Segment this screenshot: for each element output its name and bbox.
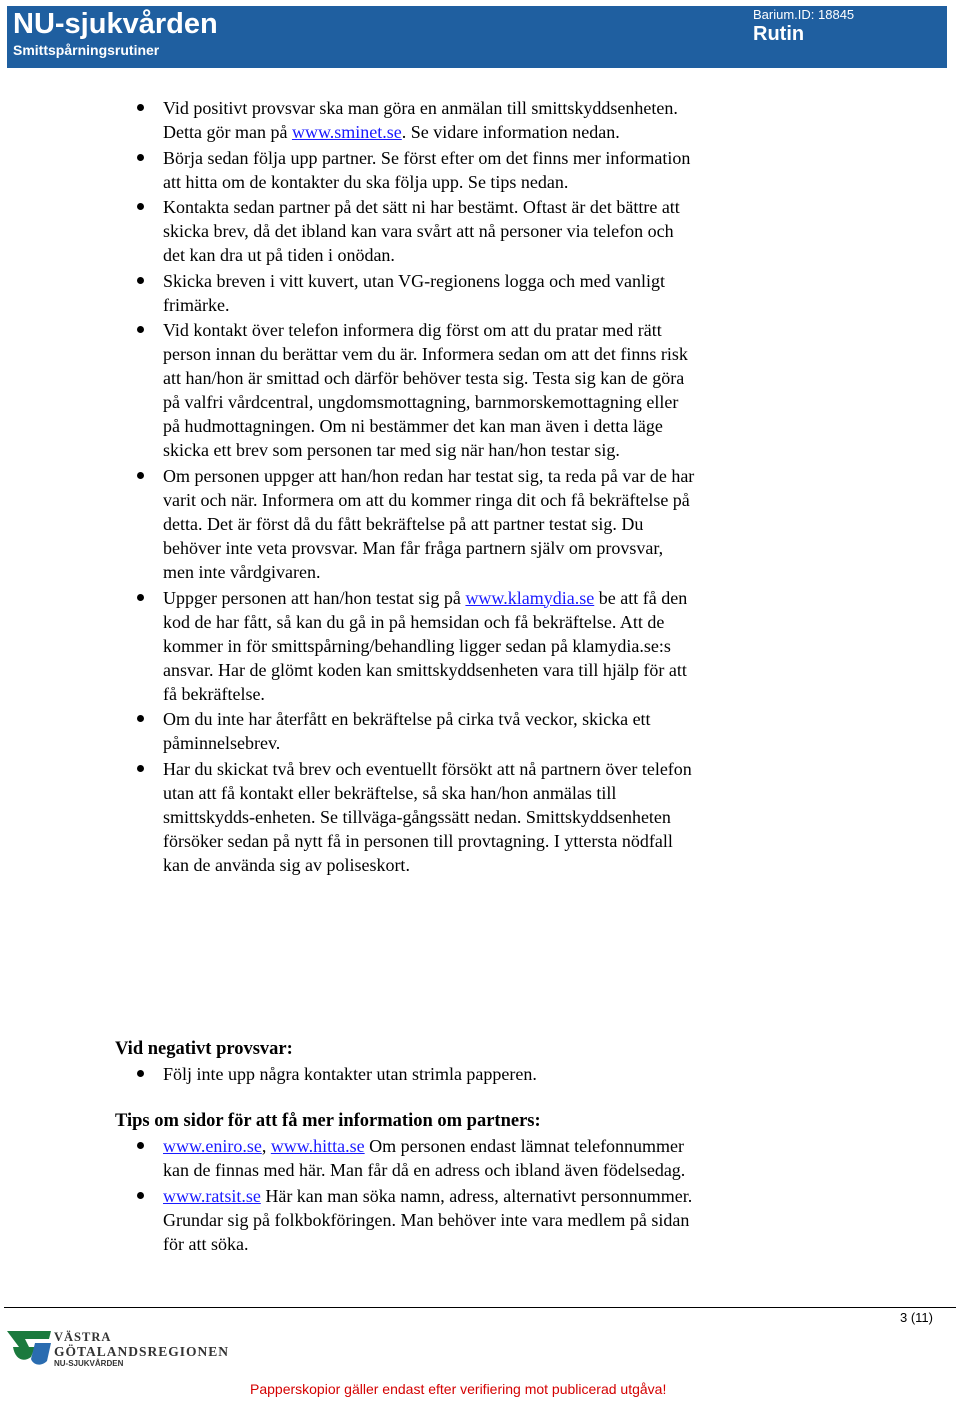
bullet-icon [137, 203, 144, 210]
bullet-icon [137, 1192, 144, 1199]
hitta-link[interactable]: www.hitta.se [270, 1136, 365, 1156]
bullet-icon [137, 472, 144, 479]
org-name: NU-sjukvården [13, 8, 218, 40]
header-bar [7, 6, 947, 68]
bullet-icon [137, 1142, 144, 1149]
list-item: Börja sedan följa upp partner. Se först efter om det finns mer information att hitta om de kontakter du ska följa upp. Se tips nedan. [115, 146, 695, 194]
bullet-icon [137, 154, 144, 161]
tips-list [115, 1134, 695, 1258]
negative-heading: Vid negativt provsvar: [115, 1039, 293, 1059]
list-item: Vid positivt provsvar ska man göra en anmälan till smittskyddsenheten. Detta gör man på www.sminet.se. Se vidare information nedan. [115, 96, 695, 144]
bullet-icon [137, 1070, 144, 1077]
document-id: Barium.ID: 18845 [753, 7, 855, 22]
bullet-icon [137, 277, 144, 284]
bullet-icon [137, 326, 144, 333]
logo-line-2: GÖTALANDSREGIONEN [54, 1344, 230, 1359]
bullet-icon [137, 594, 144, 601]
list-item: Har du skickat två brev och eventuellt försökt att nå partnern över telefon utan att få kontakt eller bekräftelse, så ska han/hon anmälas till smittskydds-enheten. Se tillväga-gångssätt nedan. Smittskyddsenheten försöker sedan på nytt få in personen till provtagning. I yttersta nödfall kan de använda sig av poliseskort. [115, 757, 695, 877]
list-item: Kontakta sedan partner på det sätt ni har bestämt. Oftast är det bättre att skicka brev, då det ibland kan vara svårt att nå personer via telefon och det kan dra ut på tiden i onödan. [115, 195, 695, 267]
logo-line-3: NU-SJUKVÅRDEN [54, 1359, 124, 1368]
positive-steps-list [115, 96, 695, 878]
list-item: www.ratsit.se Här kan man söka namn, adress, alternativt personnummer. Grundar sig på folkbokföringen. Man behöver inte vara medlem på sidan för att söka. [115, 1184, 695, 1256]
footer-divider [4, 1307, 956, 1308]
ratsit-link[interactable]: www.ratsit.se [163, 1186, 261, 1206]
list-item: Uppger personen att han/hon testat sig på www.klamydia.se be att få den kod de har fått, så kan du gå in på hemsidan och få bekräftelse. Att de kommer in för smittspårning/behandling ligger sedan på klamydia.se:s ansvar. Har de glömt koden kan smittskyddsenheten vara till hjälp för att få bekräftelse. [115, 586, 695, 706]
list-item: Skicka breven i vitt kuvert, utan VG-regionens logga och med vanligt frimärke. [115, 269, 695, 317]
bullet-icon [137, 104, 144, 111]
document-subtitle: Smittspårningsrutiner [13, 42, 160, 58]
verification-disclaimer: Papperskopior gäller endast efter verifiering mot publicerad utgåva! [250, 1381, 667, 1397]
sminet-link[interactable]: www.sminet.se [291, 122, 402, 142]
page-number: 3 (11) [900, 1310, 933, 1325]
list-item: Om personen uppger att han/hon redan har testat sig, ta reda på var de har varit och när. Informera om att du kommer ringa dit och få bekräftelse på detta. Det är först då du fått bekräftelse på att partner testat sig. Du behöver inte veta provsvar. Man får fråga partnern själv om provsvar, men inte vårdgivaren. [115, 464, 695, 584]
bullet-icon [137, 715, 144, 722]
eniro-link[interactable]: www.eniro.se [163, 1136, 262, 1156]
logo-line-1: VÄSTRA [54, 1330, 112, 1344]
list-item: Vid kontakt över telefon informera dig först om att du pratar med rätt person innan du berättar vem du är. Informera sedan om att det finns risk att han/hon är smittad och därför behöver testa sig. Testa sig kan de göra på valfri vårdcentral, ungdomsmottagning, barnmorskemottagning eller på hudmottagningen. Om ni bestämmer det kan man även i detta läge skicka ett brev som personen tar med sig när han/hon testar sig. [115, 318, 695, 462]
list-item: www.eniro.se, www.hitta.se Om personen endast lämnat telefonnummer kan de finnas med här. Man får då en adress och ibland även födelsedag. [115, 1134, 695, 1182]
negative-list [115, 1062, 695, 1088]
list-item: Om du inte har återfått en bekräftelse på cirka två veckor, skicka ett påminnelsebrev. [115, 707, 695, 755]
bullet-icon [137, 765, 144, 772]
tips-heading: Tips om sidor för att få mer information om partners: [115, 1111, 541, 1131]
document-type: Rutin [753, 23, 805, 45]
klamydia-link[interactable]: www.klamydia.se [465, 587, 595, 608]
list-item: Följ inte upp några kontakter utan strimla papperen. [115, 1062, 695, 1086]
